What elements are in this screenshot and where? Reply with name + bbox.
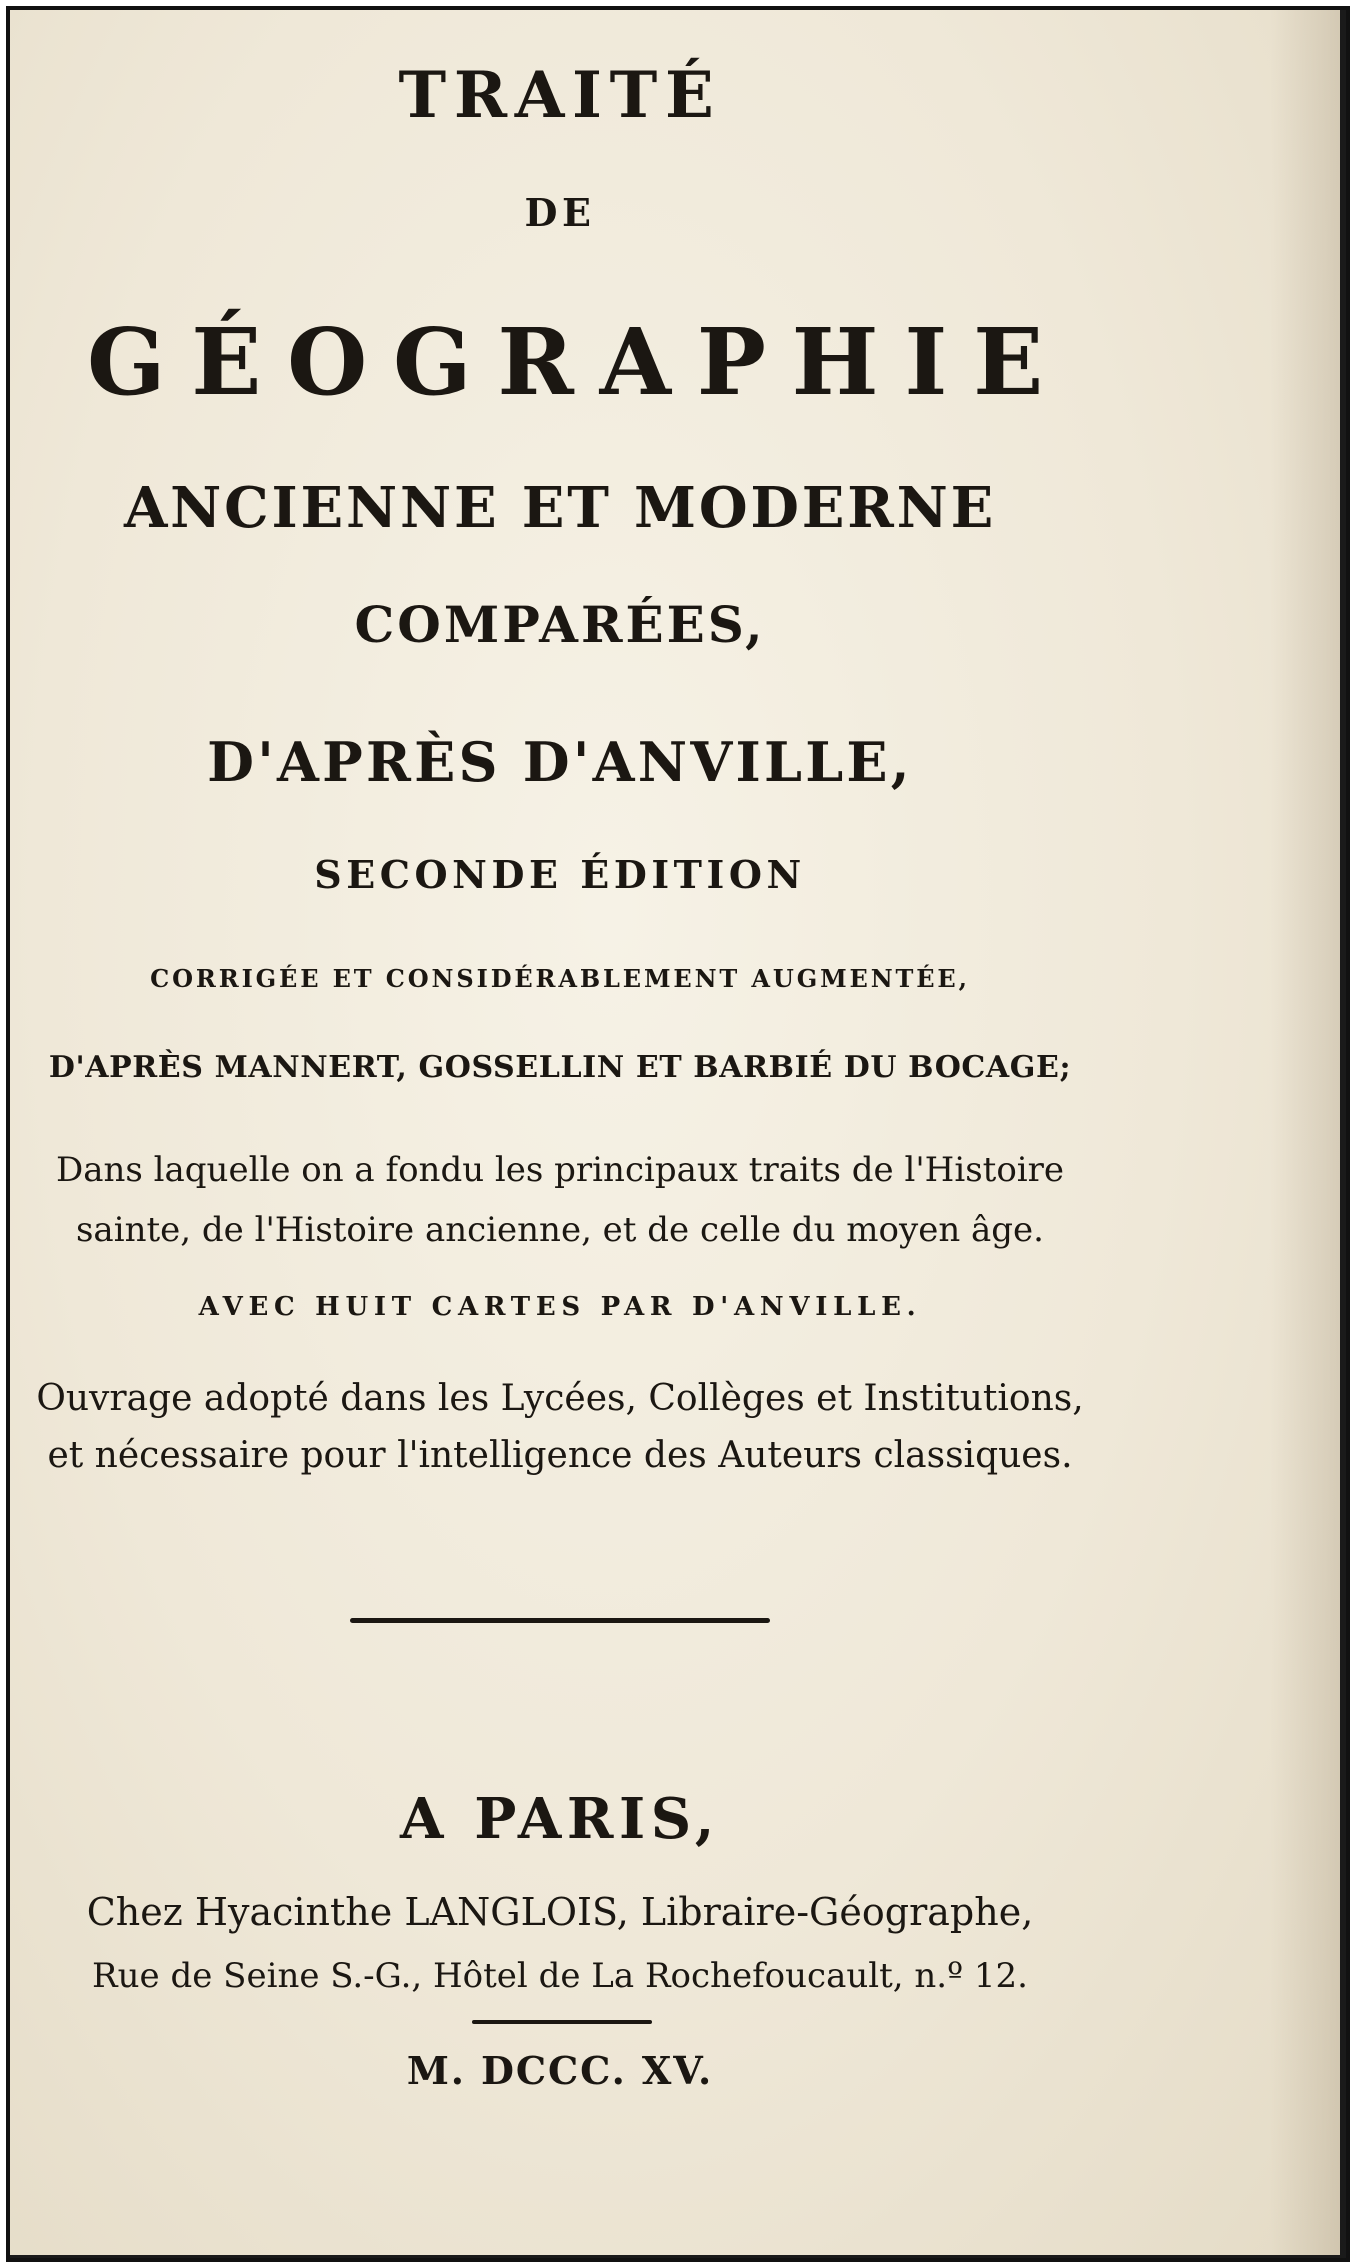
title-line-geographie: GÉOGRAPHIE — [86, 308, 1070, 416]
short-rule — [472, 2020, 652, 2024]
title-line-comparees: COMPARÉES, — [354, 595, 766, 654]
place-line: A PARIS, — [400, 1786, 720, 1852]
edition-line: SECONDE ÉDITION — [314, 852, 806, 897]
title-line-ancienne: ANCIENNE ET MODERNE — [123, 475, 997, 541]
publisher-line: Chez Hyacinthe LANGLOIS, Libraire-Géographe, — [86, 1890, 1034, 1934]
description-line-2: sainte, de l'Histoire ancienne, et de celle du moyen âge. — [75, 1210, 1044, 1250]
description-line-1: Dans laquelle on a fondu les principaux traits de l'Histoire — [55, 1150, 1065, 1190]
title-page — [10, 10, 1340, 2255]
address-line: Rue de Seine S.-G., Hôtel de La Rochefoucault, n.º 12. — [92, 1956, 1028, 1996]
adoption-line-1: Ouvrage adopté dans les Lycées, Collèges et Institutions, — [36, 1378, 1084, 1419]
title-line-dapres-danville: D'APRÈS D'ANVILLE, — [207, 730, 913, 794]
maps-line: AVEC HUIT CARTES PAR D'ANVILLE. — [198, 1292, 922, 1322]
divider-rule — [350, 1618, 770, 1623]
corrected-line: CORRIGÉE ET CONSIDÉRABLEMENT AUGMENTÉE, — [150, 964, 970, 993]
title-line-de: DE — [524, 190, 596, 235]
adoption-line-2: et nécessaire pour l'intelligence des Auteurs classiques. — [47, 1435, 1073, 1476]
title-line-traite: TRAITÉ — [398, 58, 722, 133]
sources-line: D'APRÈS MANNERT, GOSSELLIN ET BARBIÉ DU BOCAGE; — [48, 1050, 1072, 1085]
date-line: M. DCCC. XV. — [406, 2048, 714, 2093]
